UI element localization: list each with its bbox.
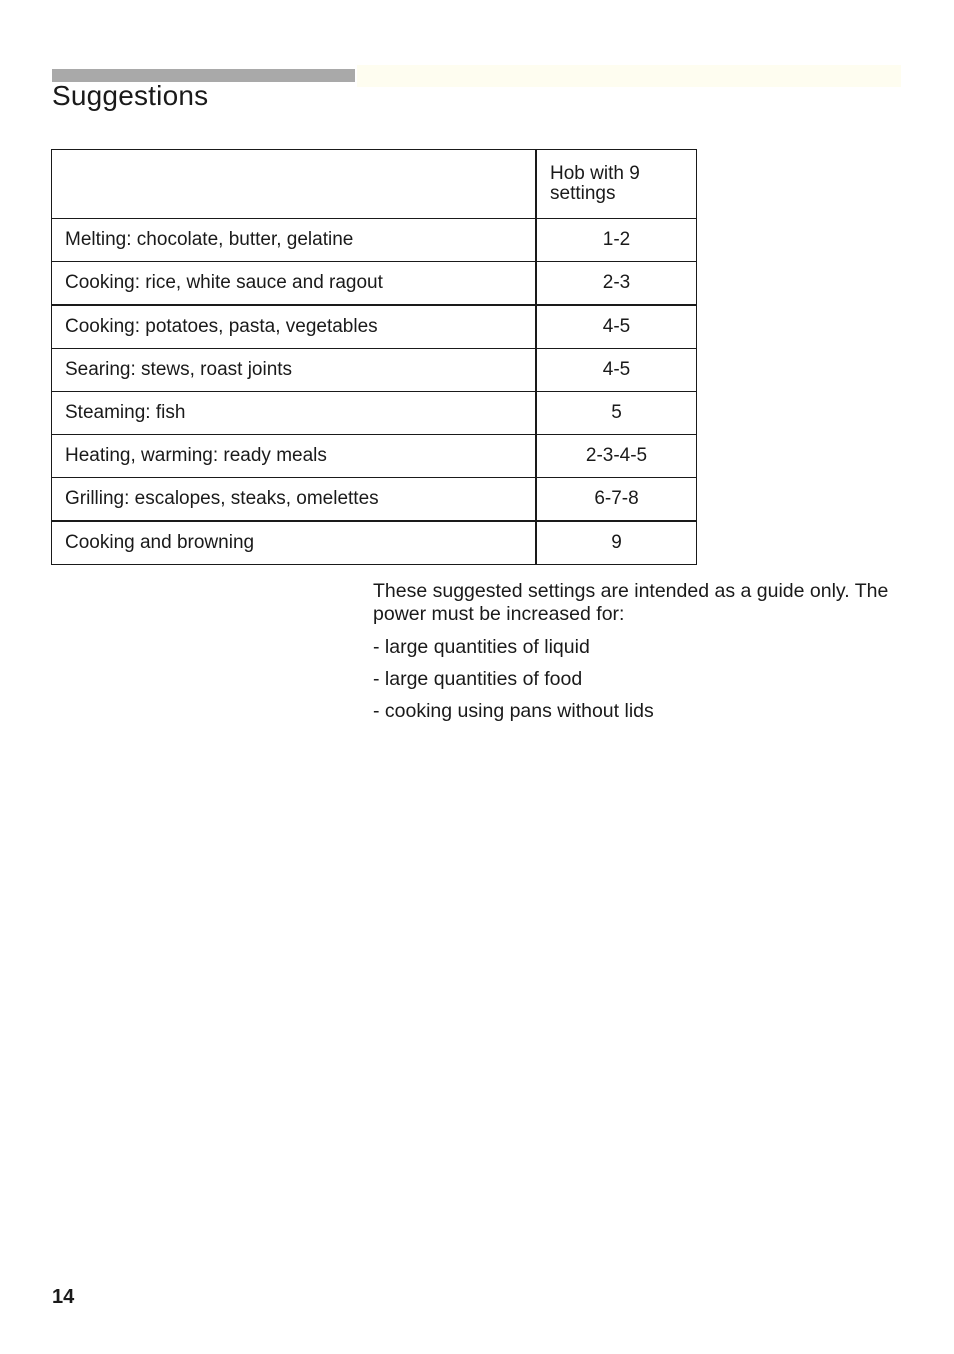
table-cell-food: Melting: chocolate, butter, gelatine xyxy=(52,219,537,262)
section-header-band xyxy=(357,65,901,87)
list-item: - large quantities of liquid xyxy=(373,636,590,658)
table-cell-food: Cooking and browning xyxy=(52,521,537,565)
table-cell-setting: 9 xyxy=(536,521,697,565)
table-cell-food: Searing: stews, roast joints xyxy=(52,349,537,392)
table-cell-setting: 4-5 xyxy=(536,349,697,392)
table-row xyxy=(52,435,697,478)
notes-list xyxy=(373,635,913,723)
table-header-hob: Hob with 9 settings xyxy=(536,150,697,219)
table-cell-food: Cooking: potatoes, pasta, vegetables xyxy=(52,305,537,349)
table-row xyxy=(52,219,697,262)
table-row xyxy=(52,262,697,306)
table-row xyxy=(52,305,697,349)
table-cell-food: Grilling: escalopes, steaks, omelettes xyxy=(52,478,537,522)
table-header-row xyxy=(52,150,697,219)
table-header-food xyxy=(52,150,537,219)
table-row xyxy=(52,521,697,565)
table-row xyxy=(52,349,697,392)
table-cell-food: Cooking: rice, white sauce and ragout xyxy=(52,262,537,306)
notes-intro: These suggested settings are intended as a guide only. The power must be increased for: xyxy=(373,580,889,625)
table-cell-setting: 6-7-8 xyxy=(536,478,697,522)
list-item: - cooking using pans without lids xyxy=(373,700,654,722)
table-cell-setting: 2-3 xyxy=(536,262,697,306)
list-item: - large quantities of food xyxy=(373,668,583,690)
table-row xyxy=(52,392,697,435)
table-cell-setting: 1-2 xyxy=(536,219,697,262)
table-cell-setting: 5 xyxy=(536,392,697,435)
page-number: 14 xyxy=(52,1286,75,1308)
table-cell-setting: 4-5 xyxy=(536,305,697,349)
settings-table xyxy=(51,149,697,565)
settings-notes xyxy=(373,580,913,731)
table-row xyxy=(52,478,697,522)
table-cell-food: Heating, warming: ready meals xyxy=(52,435,537,478)
page-title: Suggestions xyxy=(52,80,209,111)
table-cell-setting: 2-3-4-5 xyxy=(536,435,697,478)
table-cell-food: Steaming: fish xyxy=(52,392,537,435)
